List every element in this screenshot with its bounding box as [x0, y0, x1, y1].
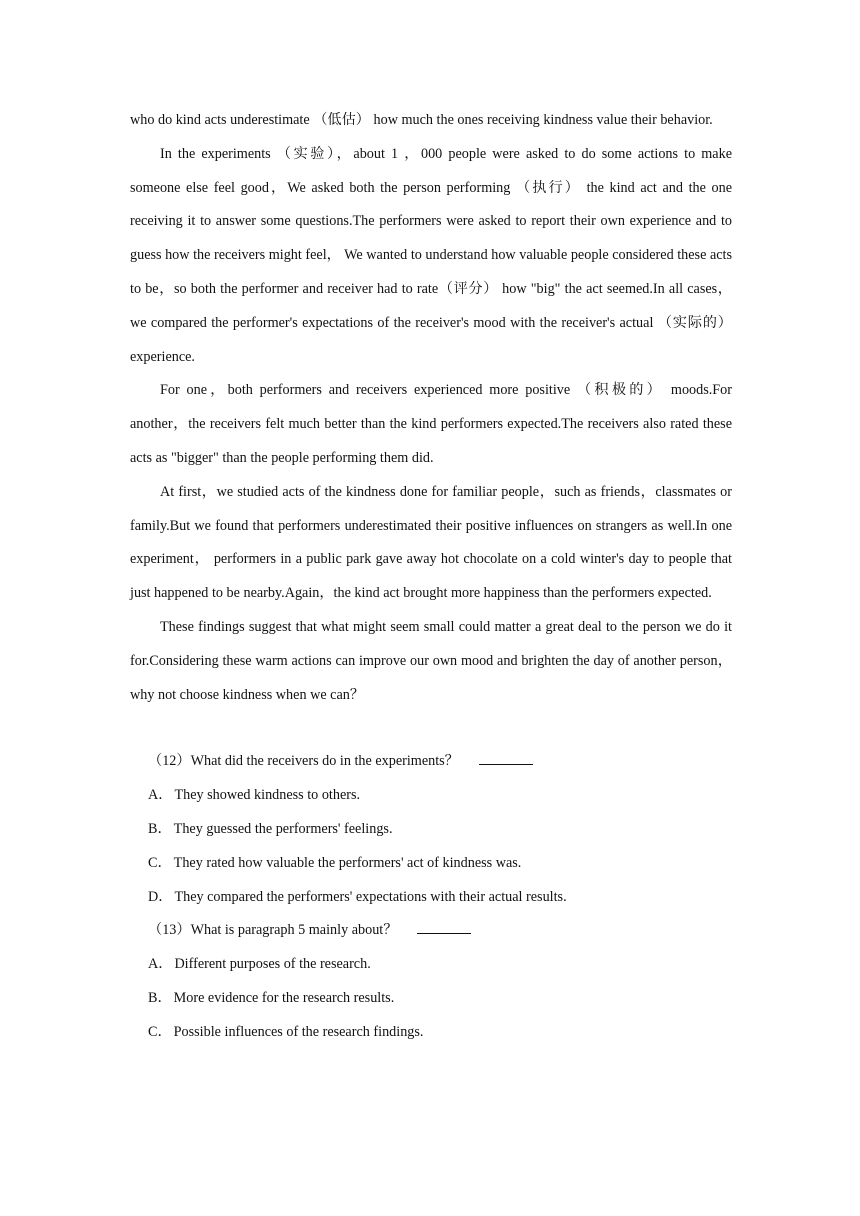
option-text: They compared the performers' expectations with their actual results.: [174, 888, 567, 905]
question-number: （13）: [148, 922, 191, 939]
option-letter: C．: [148, 1023, 172, 1040]
option-letter: B．: [148, 989, 172, 1006]
option-a[interactable]: [148, 779, 732, 813]
option-letter: A．: [148, 956, 173, 973]
option-c[interactable]: [148, 1016, 732, 1050]
option-text: They rated how valuable the performers' act of kindness was.: [173, 854, 522, 871]
question-13: [130, 914, 732, 1049]
question-stem: [148, 745, 732, 779]
option-text: They guessed the performers' feelings.: [173, 820, 393, 837]
passage: [130, 104, 732, 712]
option-text: More evidence for the research results.: [173, 989, 395, 1006]
option-text: They showed kindness to others.: [174, 787, 361, 804]
option-a[interactable]: [148, 948, 732, 982]
passage-paragraph: who do kind acts underestimate （低估） how much the ones receiving kindness value their behavior.: [130, 112, 713, 128]
passage-paragraph: In the experiments （实验），about 1 ，000 people were asked to do some actions to make someone else feel good，We asked both the person performing （执行） the kind act and the one receiving it to answer some questions.The performers were asked to report their own experience and to guess how the receivers might feel， We wanted to understand how valuable people considered these acts to be，so both the performer and receiver had to rate（评分） how "big" the act seemed.In all cases，we compared the performer's expectations of the receiver's mood with the receiver's actual （实际的） experience.: [130, 145, 732, 365]
option-d[interactable]: [148, 881, 732, 915]
section-gap: [130, 712, 732, 745]
option-b[interactable]: [148, 982, 732, 1016]
option-text: Possible influences of the research findings.: [173, 1023, 424, 1040]
option-letter: C．: [148, 854, 172, 871]
passage-paragraph: For one，both performers and receivers experienced more positive （积极的） moods.For another，the receivers felt much better than the kind performers expected.The receivers also rated these acts as "bigger" than the people performing them did.: [130, 382, 732, 466]
question-12: [130, 745, 732, 914]
option-b[interactable]: [148, 813, 732, 847]
question-text: What did the receivers do in the experiments？: [190, 753, 459, 770]
option-c[interactable]: [148, 847, 732, 881]
document-page: [130, 104, 732, 1050]
question-text: What is paragraph 5 mainly about？: [190, 922, 398, 939]
question-number: （12）: [148, 753, 191, 770]
option-letter: A．: [148, 787, 173, 804]
answer-blank[interactable]: [479, 750, 533, 765]
option-letter: D．: [148, 888, 173, 905]
option-letter: B．: [148, 820, 172, 837]
option-text: Different purposes of the research.: [174, 956, 371, 973]
answer-blank[interactable]: [417, 919, 471, 934]
passage-paragraph: At first，we studied acts of the kindness done for familiar people，such as friends，classmates or family.But we found that performers underestimated their positive influences on strangers as well.In one experiment， performers in a public park gave away hot chocolate on a cold winter's day to people that just happened to be nearby.Again，the kind act brought more happiness than the performers expected.: [130, 483, 732, 602]
passage-paragraph: These findings suggest that what might seem small could matter a great deal to the person we do it for.Considering these warm actions can improve our own mood and brighten the day of another person，why not choose kindness when we can？: [130, 618, 732, 703]
question-stem: [148, 914, 732, 948]
